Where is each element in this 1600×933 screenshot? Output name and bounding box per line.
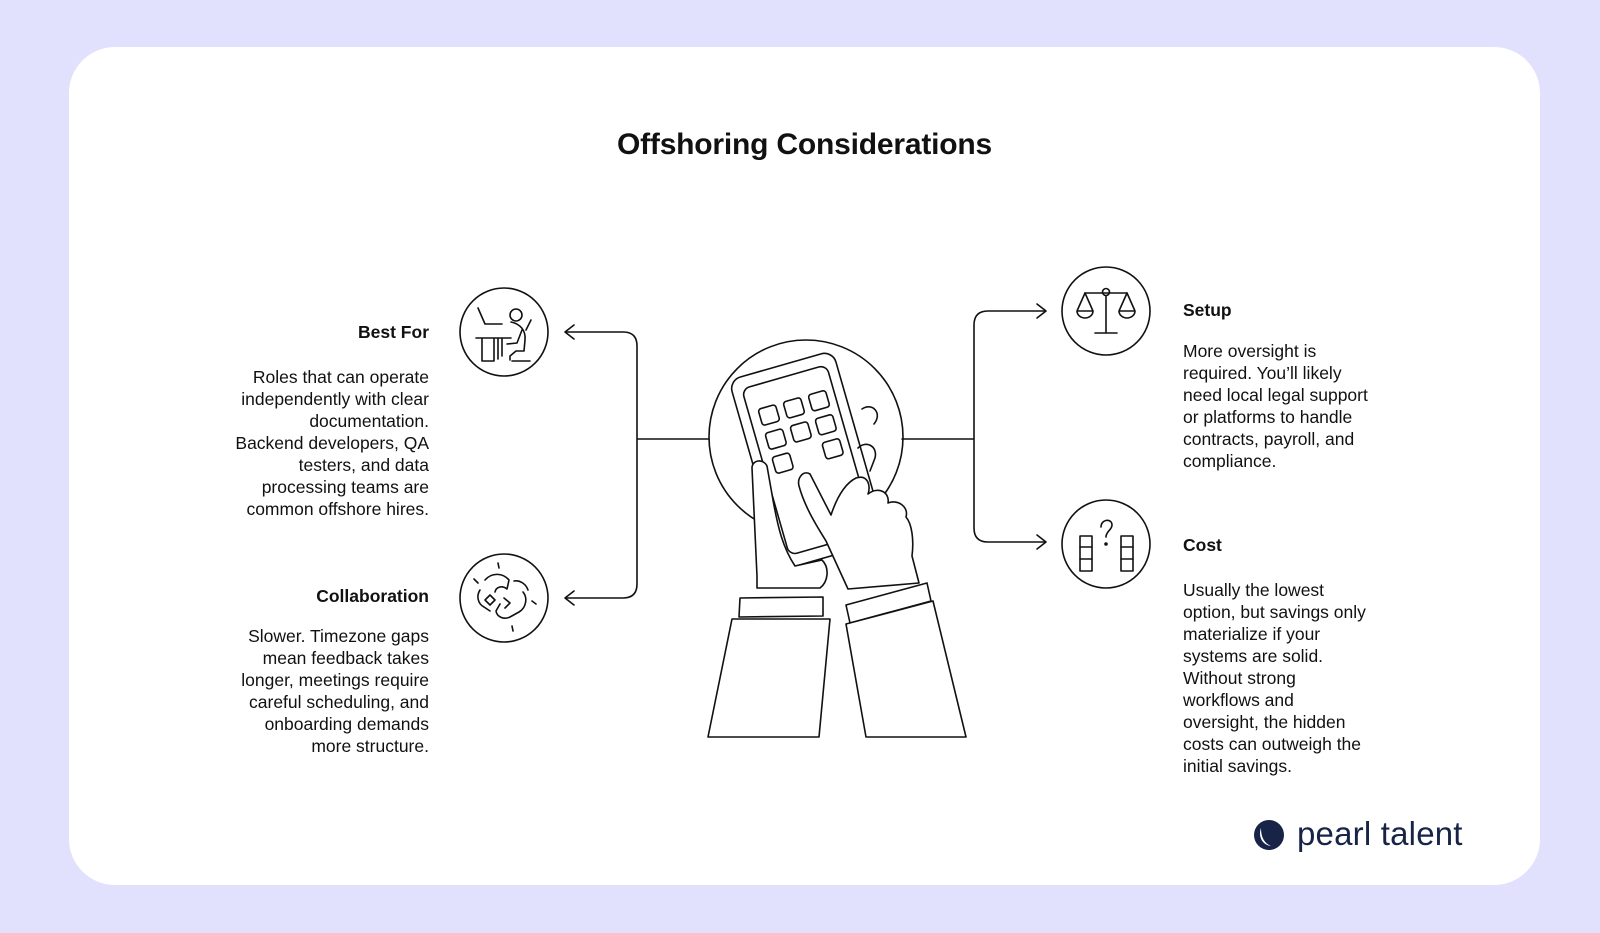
right-connector [902,304,1046,549]
best-for-heading: Best For [358,322,429,342]
left-connector [565,325,709,605]
collaboration-heading: Collaboration [316,586,429,606]
handshake-icon [460,554,548,642]
cost-heading: Cost [1183,535,1222,555]
comparison-question-icon [1062,500,1150,588]
collaboration-text: Slower. Timezone gaps mean feedback takes longer, meetings require careful scheduling, and onboarding demands more structure. [241,626,429,756]
brand-name: pearl talent [1297,815,1463,852]
setup-text: More oversight is required. You’ll likely need local legal support or platforms to handle contracts, payroll, and compliance. [1183,341,1368,471]
pearl-talent-logo-icon [1253,818,1287,852]
page-title: Offshoring Considerations [616,128,992,161]
best-for-text: Roles that can operate independently with clear documentation. Backend developers, QA testers, and data processing teams are common offshore hires. [235,367,429,519]
cost-text: Usually the lowest option, but savings only materialize if your systems are solid. Without strong workflows and oversight, the hidden costs can outweigh the initial savings. [1183,580,1366,776]
balance-scale-icon [1062,267,1150,355]
hands-calculator-icon [708,340,966,737]
worker-at-desk-icon [460,288,548,376]
setup-heading: Setup [1183,300,1232,320]
